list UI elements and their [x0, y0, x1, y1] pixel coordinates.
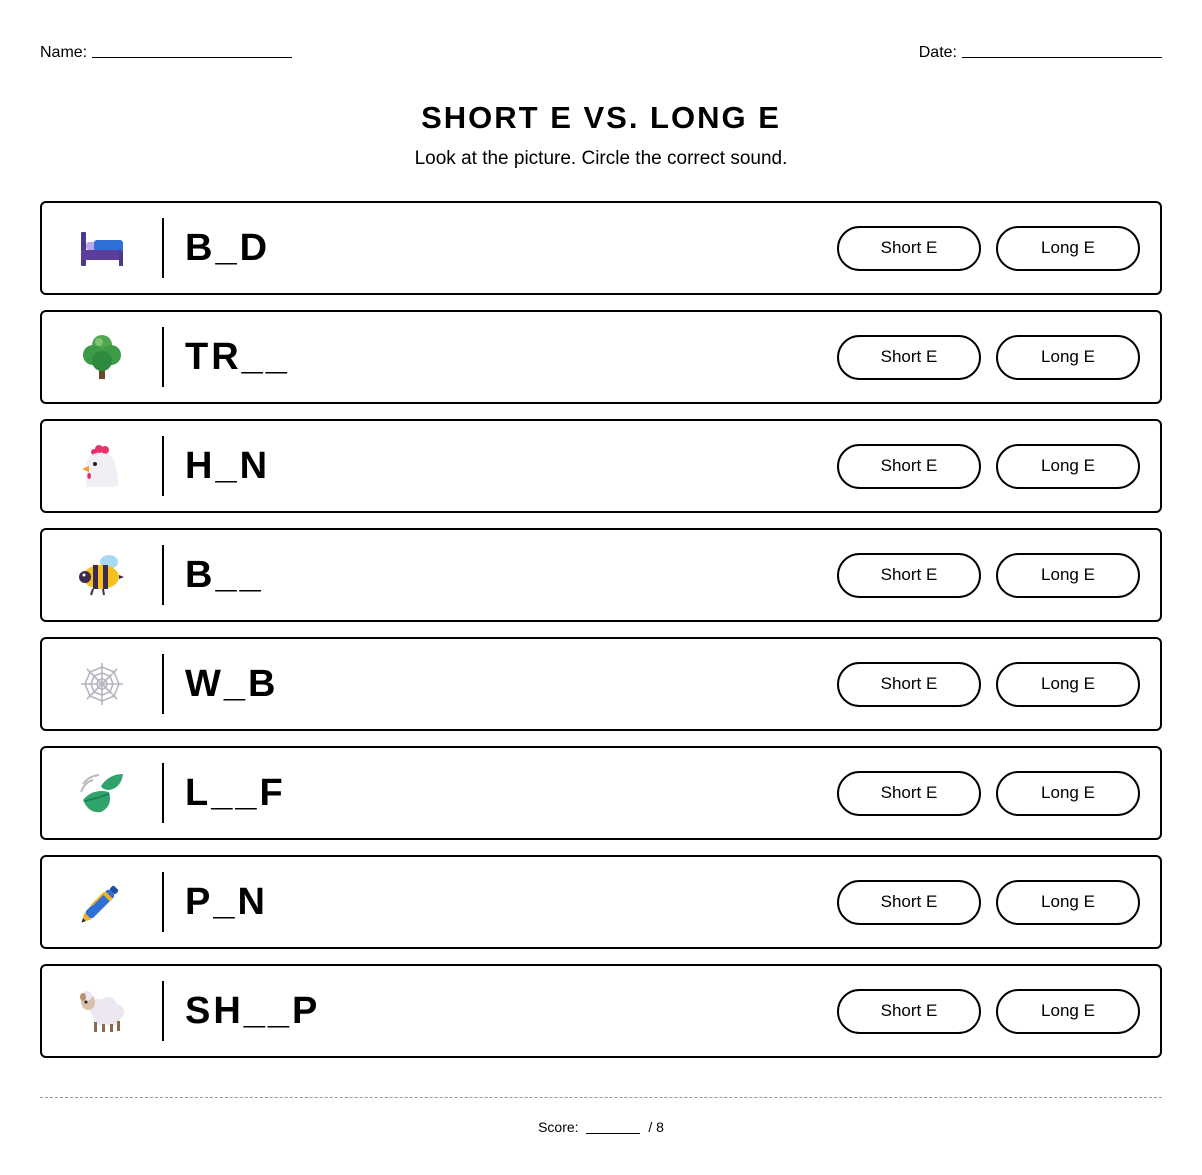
score-blank[interactable]: [586, 1133, 640, 1134]
short-e-option[interactable]: Short E: [837, 880, 981, 925]
short-e-option[interactable]: Short E: [837, 226, 981, 271]
word-puzzle: H_N: [185, 444, 271, 487]
picture-cell: [42, 857, 162, 947]
word-puzzle: B__: [185, 553, 264, 596]
divider: [162, 327, 164, 387]
choice-group: [837, 444, 1140, 489]
short-e-option[interactable]: Short E: [837, 335, 981, 380]
exercise-row: [40, 528, 1162, 622]
bee-icon: [79, 553, 125, 597]
exercise-row: [40, 637, 1162, 731]
long-e-option[interactable]: Long E: [996, 989, 1140, 1034]
bed-icon: [79, 228, 125, 268]
exercise-row: [40, 746, 1162, 840]
short-e-option[interactable]: Short E: [837, 444, 981, 489]
tree-icon: [82, 333, 122, 381]
word-puzzle: B_D: [185, 226, 271, 269]
divider: [162, 436, 164, 496]
picture-cell: [42, 203, 162, 293]
choice-group: [837, 880, 1140, 925]
divider: [162, 218, 164, 278]
picture-cell: [42, 966, 162, 1056]
long-e-option[interactable]: Long E: [996, 880, 1140, 925]
page-title: SHORT E VS. LONG E: [421, 100, 781, 135]
long-e-option[interactable]: Long E: [996, 553, 1140, 598]
short-e-option[interactable]: Short E: [837, 989, 981, 1034]
choice-group: [837, 771, 1140, 816]
exercise-row: [40, 419, 1162, 513]
word-puzzle: TR__: [185, 335, 290, 378]
choice-group: [837, 226, 1140, 271]
word-puzzle: P_N: [185, 880, 268, 923]
divider: [162, 763, 164, 823]
exercise-row: [40, 310, 1162, 404]
date-label: Date:: [918, 44, 957, 61]
leaf-icon: [79, 770, 125, 816]
picture-cell: [42, 312, 162, 402]
choice-group: [837, 335, 1140, 380]
divider: [162, 981, 164, 1041]
sheep-icon: [78, 988, 126, 1034]
pen-icon: [78, 878, 126, 926]
word-puzzle: L__F: [185, 771, 286, 814]
score-label: Score:: [538, 1119, 579, 1135]
date-input-line[interactable]: [962, 57, 1162, 58]
long-e-option[interactable]: Long E: [996, 444, 1140, 489]
word-puzzle: SH__P: [185, 989, 321, 1032]
instructions: Look at the picture. Circle the correct sound.: [414, 148, 788, 169]
word-puzzle: W_B: [185, 662, 279, 705]
picture-cell: [42, 530, 162, 620]
picture-cell: [42, 639, 162, 729]
exercise-list: [40, 201, 1162, 1073]
date-field: [919, 44, 1162, 62]
divider: [162, 654, 164, 714]
long-e-option[interactable]: Long E: [996, 226, 1140, 271]
picture-cell: [42, 748, 162, 838]
header-row: [40, 38, 1162, 62]
footer-separator: [40, 1097, 1162, 1098]
hen-icon: [80, 443, 124, 489]
long-e-option[interactable]: Long E: [996, 335, 1140, 380]
spider-web-icon: [79, 661, 125, 707]
picture-cell: [42, 421, 162, 511]
short-e-option[interactable]: Short E: [837, 771, 981, 816]
score-total: / 8: [648, 1119, 664, 1135]
choice-group: [837, 662, 1140, 707]
short-e-option[interactable]: Short E: [837, 553, 981, 598]
choice-group: [837, 553, 1140, 598]
short-e-option[interactable]: Short E: [837, 662, 981, 707]
long-e-option[interactable]: Long E: [996, 662, 1140, 707]
name-input-line[interactable]: [92, 57, 292, 58]
score-line: [0, 1119, 1202, 1135]
choice-group: [837, 989, 1140, 1034]
exercise-row: [40, 201, 1162, 295]
name-label: Name:: [40, 44, 88, 61]
divider: [162, 872, 164, 932]
exercise-row: [40, 855, 1162, 949]
long-e-option[interactable]: Long E: [996, 771, 1140, 816]
name-field: [40, 44, 292, 62]
divider: [162, 545, 164, 605]
exercise-row: [40, 964, 1162, 1058]
